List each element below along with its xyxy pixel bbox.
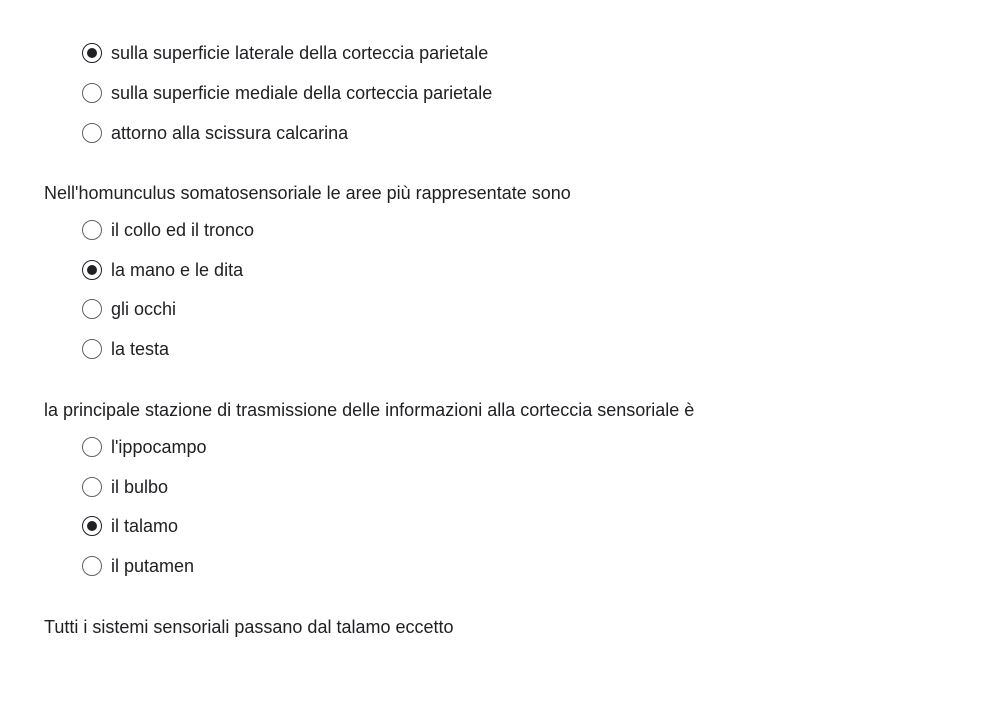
radio-button[interactable] xyxy=(82,437,102,457)
option-label: sulla superficie mediale della corteccia parietale xyxy=(111,83,493,103)
option-label: la mano e le dita xyxy=(111,260,244,280)
q2-option-4[interactable] xyxy=(82,554,194,578)
q0-option-3[interactable] xyxy=(82,121,348,145)
q1-option-2[interactable] xyxy=(82,258,243,282)
radio-button[interactable] xyxy=(82,556,102,576)
radio-button[interactable] xyxy=(82,123,102,143)
q2-option-2[interactable] xyxy=(82,475,168,499)
option-label: il talamo xyxy=(111,516,179,536)
question-text: Tutti i sistemi sensoriali passano dal talamo eccetto xyxy=(44,617,454,637)
radio-button[interactable] xyxy=(82,43,102,63)
option-label: attorno alla scissura calcarina xyxy=(111,123,349,143)
option-label: sulla superficie laterale della corteccia parietale xyxy=(111,43,489,63)
q0-option-1[interactable] xyxy=(82,41,488,65)
option-label: il bulbo xyxy=(111,477,169,497)
option-label: il putamen xyxy=(111,556,195,576)
q0-option-2[interactable] xyxy=(82,81,492,105)
q2-option-1[interactable] xyxy=(82,435,207,459)
radio-button[interactable] xyxy=(82,220,102,240)
radio-button[interactable] xyxy=(82,516,102,536)
q1-option-4[interactable] xyxy=(82,337,169,361)
option-label: la testa xyxy=(111,339,170,359)
q1-option-3[interactable] xyxy=(82,297,176,321)
radio-button[interactable] xyxy=(82,83,102,103)
radio-button[interactable] xyxy=(82,339,102,359)
option-label: gli occhi xyxy=(111,299,177,319)
radio-button[interactable] xyxy=(82,260,102,280)
radio-button[interactable] xyxy=(82,477,102,497)
q2-option-3[interactable] xyxy=(82,514,178,538)
option-label: il collo ed il tronco xyxy=(111,220,255,240)
radio-button[interactable] xyxy=(82,299,102,319)
q1-option-1[interactable] xyxy=(82,218,254,242)
question-text: Nell'homunculus somatosensoriale le aree più rappresentate sono xyxy=(44,183,571,203)
question-text: la principale stazione di trasmissione delle informazioni alla corteccia sensoriale è xyxy=(44,400,695,420)
option-label: l'ippocampo xyxy=(111,437,207,457)
